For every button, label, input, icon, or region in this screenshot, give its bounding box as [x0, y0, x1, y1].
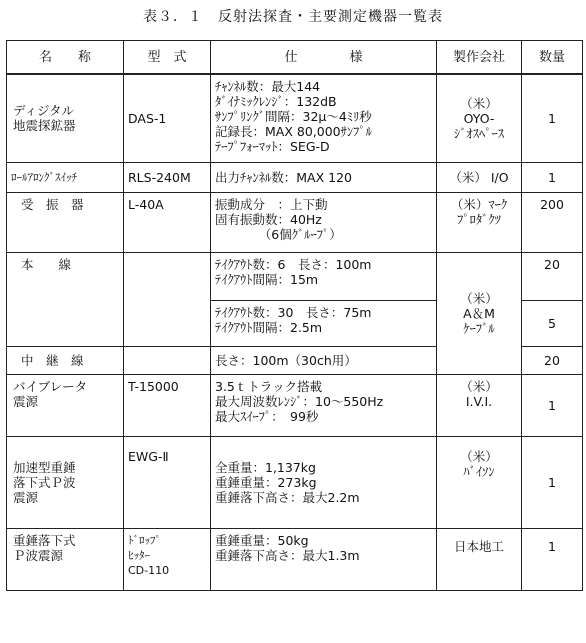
cell-spec: ﾃｲｸｱｳﾄ数：30 長さ：75m ﾃｲｸｱｳﾄ間隔：2.5m	[211, 300, 437, 346]
cell-maker: （米）ﾏｰｸ ﾌﾟﾛﾀﾞｸﾂ	[437, 192, 522, 252]
cell-name: 加速型重錘 落下式Ｐ波 震源	[7, 436, 124, 528]
equipment-table	[6, 40, 583, 591]
table-row	[7, 436, 583, 528]
cell-spec: 出力ﾁｬﾝﾈﾙ数：MAX 120	[211, 162, 437, 192]
cell-qty: 20	[522, 346, 583, 374]
cell-spec: 重錘重量：50kg 重錘落下高さ：最大1.3m	[211, 528, 437, 590]
table-row	[7, 162, 583, 192]
cell-name: ﾛｰﾙｱﾛﾝｸﾞｽｲｯﾁ	[7, 162, 124, 192]
cell-name: 受 振 器	[7, 192, 124, 252]
cell-qty: 1	[522, 436, 583, 528]
table-row	[7, 192, 583, 252]
cell-model: EWG-Ⅱ	[124, 436, 211, 528]
table-row	[7, 252, 583, 300]
cell-model: T-15000	[124, 374, 211, 436]
cell-qty: 5	[522, 300, 583, 346]
table-row	[7, 374, 583, 436]
cell-qty: 1	[522, 162, 583, 192]
cell-spec: 全重量：1,137kg 重錘重量：273kg 重錘落下高さ：最大2.2m	[211, 436, 437, 528]
cell-model: L-40A	[124, 192, 211, 252]
header-qty: 数量	[522, 41, 583, 75]
cell-spec: 3.5ｔトラック搭載 最大周波数ﾚﾝｼﾞ：10～550Hz 最大ｽｲｰﾌﾟ： 99秒	[211, 374, 437, 436]
cell-name: 本 線	[7, 252, 124, 346]
cell-name: 中 継 線	[7, 346, 124, 374]
cell-qty: 1	[522, 74, 583, 162]
cell-maker: （米） ﾊﾞｲｿﾝ	[437, 436, 522, 528]
cell-qty: 1	[522, 528, 583, 590]
cell-spec: ﾃｲｸｱｳﾄ数：6 長さ：100m ﾃｲｸｱｳﾄ間隔：15m	[211, 252, 437, 300]
cell-name: バイブレータ 震源	[7, 374, 124, 436]
cell-model: ﾄﾞﾛｯﾌﾟ ﾋｯﾀｰ CD-110	[124, 528, 211, 590]
cell-name: 重錘落下式 Ｐ波震源	[7, 528, 124, 590]
header-maker: 製作会社	[437, 41, 522, 75]
cell-maker: （米） I.V.I.	[437, 374, 522, 436]
table-row	[7, 528, 583, 590]
cell-model-empty	[124, 252, 211, 346]
cell-qty: 200	[522, 192, 583, 252]
cell-maker: （米） OYO- ｼﾞｵｽﾍﾟｰｽ	[437, 74, 522, 162]
cell-model-empty	[124, 346, 211, 374]
cell-maker: 日本地工	[437, 528, 522, 590]
header-spec: 仕 様	[211, 41, 437, 75]
table-row	[7, 74, 583, 162]
cell-spec: 長さ：100m（30ch用）	[211, 346, 437, 374]
cell-model: DAS-1	[124, 74, 211, 162]
cell-qty: 20	[522, 252, 583, 300]
cell-maker: （米） I/O	[437, 162, 522, 192]
cell-name: ディジタル 地震探鉱器	[7, 74, 124, 162]
cell-spec: ﾁｬﾝﾈﾙ数：最大144 ﾀﾞｲﾅﾐｯｸﾚﾝｼﾞ：132dB ｻﾝﾌﾟﾘﾝｸﾞ間隔：32μ～4ﾐﾘ秒 記録長：MAX 80,000ｻﾝﾌﾟﾙ ﾃｰﾌﾟﾌｫｰﾏｯﾄ：SEG-D	[211, 74, 437, 162]
cell-qty: 1	[522, 374, 583, 436]
header-name: 名 称	[7, 41, 124, 75]
cell-maker: （米） A＆M ｹｰﾌﾞﾙ	[437, 252, 522, 374]
header-row	[7, 41, 583, 75]
table-title: 表３．１ 反射法探査・主要測定機器一覧表	[143, 9, 443, 25]
header-model: 型 式	[124, 41, 211, 75]
cell-spec: 振動成分 ：上下動 固有振動数：40Hz （6個ｸﾞﾙｰﾌﾟ）	[211, 192, 437, 252]
cell-model: RLS-240M	[124, 162, 211, 192]
